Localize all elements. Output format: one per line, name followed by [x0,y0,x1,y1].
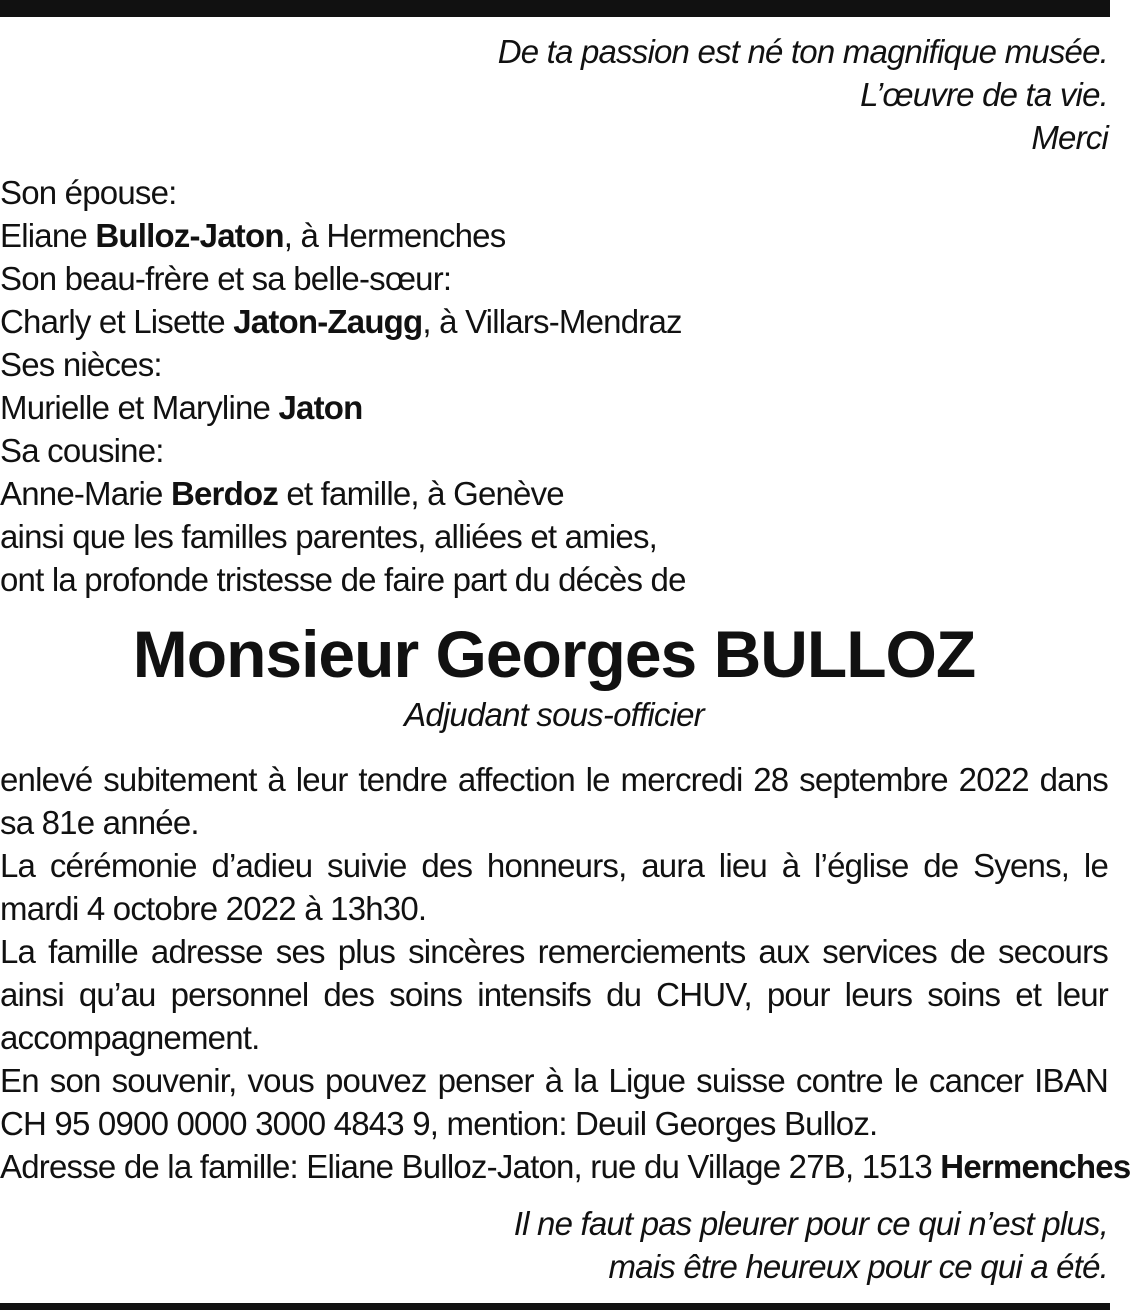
nieces-entry [0,386,1108,429]
family-list [0,171,1108,601]
family-address [0,1145,1130,1188]
other-families: ainsi que les familles parentes, alliées et amies, [0,518,658,555]
inlaws-surname: Jaton-Zaugg [233,303,423,340]
obituary-notice [0,30,1130,1288]
bottom-border [0,1303,1110,1310]
spouse-place: , à Hermenches [283,217,506,254]
cousin-place: et famille, à Genève [278,475,564,512]
closing-quote [0,1202,1108,1288]
spouse-entry [0,214,1108,257]
donation-paragraph: En son souvenir, vous pouvez penser à la Ligue suisse contre le cancer IBAN CH 95 0900 0000 3000 4843 9, mention: Deuil Georges Bulloz. [0,1062,1108,1142]
spouse-label: Son épouse: [0,174,177,211]
closing-line: mais être heureux pour ce qui a été. [608,1248,1108,1285]
announcement: ont la profonde tristesse de faire part du décès de [0,561,686,598]
death-paragraph: enlevé subitement à leur tendre affection le mercredi 28 septembre 2022 dans sa 81e année. [0,761,1108,841]
cousin-label: Sa cousine: [0,432,164,469]
address-text: Adresse de la famille: Eliane Bulloz-Jaton, rue du Village 27B, 1513 [0,1148,941,1185]
cousin-entry [0,472,1108,515]
deceased-rank: Adjudant sous-officier [404,696,704,733]
thanks-paragraph: La famille adresse ses plus sincères remerciements aux services de secours ainsi qu’au personnel des soins intensifs du CHUV, pour leurs soins et leur accompagnement. [0,933,1108,1056]
ceremony-paragraph: La cérémonie d’adieu suivie des honneurs, aura lieu à l’église de Syens, le mardi 4 octobre 2022 à 13h30. [0,847,1108,927]
inlaws-entry [0,300,1108,343]
inlaws-label: Son beau-frère et sa belle-sœur: [0,260,452,297]
nieces-label: Ses nièces: [0,346,162,383]
epigraph-line: Merci [1031,119,1108,156]
cousin-surname: Berdoz [170,475,278,512]
spouse-first-name: Eliane [0,217,96,254]
spouse-surname: Bulloz-Jaton [95,217,284,254]
closing-line: Il ne faut pas pleurer pour ce qui n’est plus, [513,1205,1108,1242]
epigraph [0,30,1108,159]
top-border [0,0,1110,17]
inlaws-place: , à Villars-Mendraz [422,303,682,340]
inlaws-first-names: Charly et Lisette [0,303,234,340]
deceased-name: Monsieur Georges BULLOZ [132,617,976,691]
nieces-first-names: Murielle et Maryline [0,389,279,426]
address-town: Hermenches [940,1148,1130,1185]
cousin-first-name: Anne-Marie [0,475,171,512]
nieces-surname: Jaton [278,389,363,426]
epigraph-line: De ta passion est né ton magnifique musée. [497,33,1108,70]
epigraph-line: L’œuvre de ta vie. [860,76,1108,113]
